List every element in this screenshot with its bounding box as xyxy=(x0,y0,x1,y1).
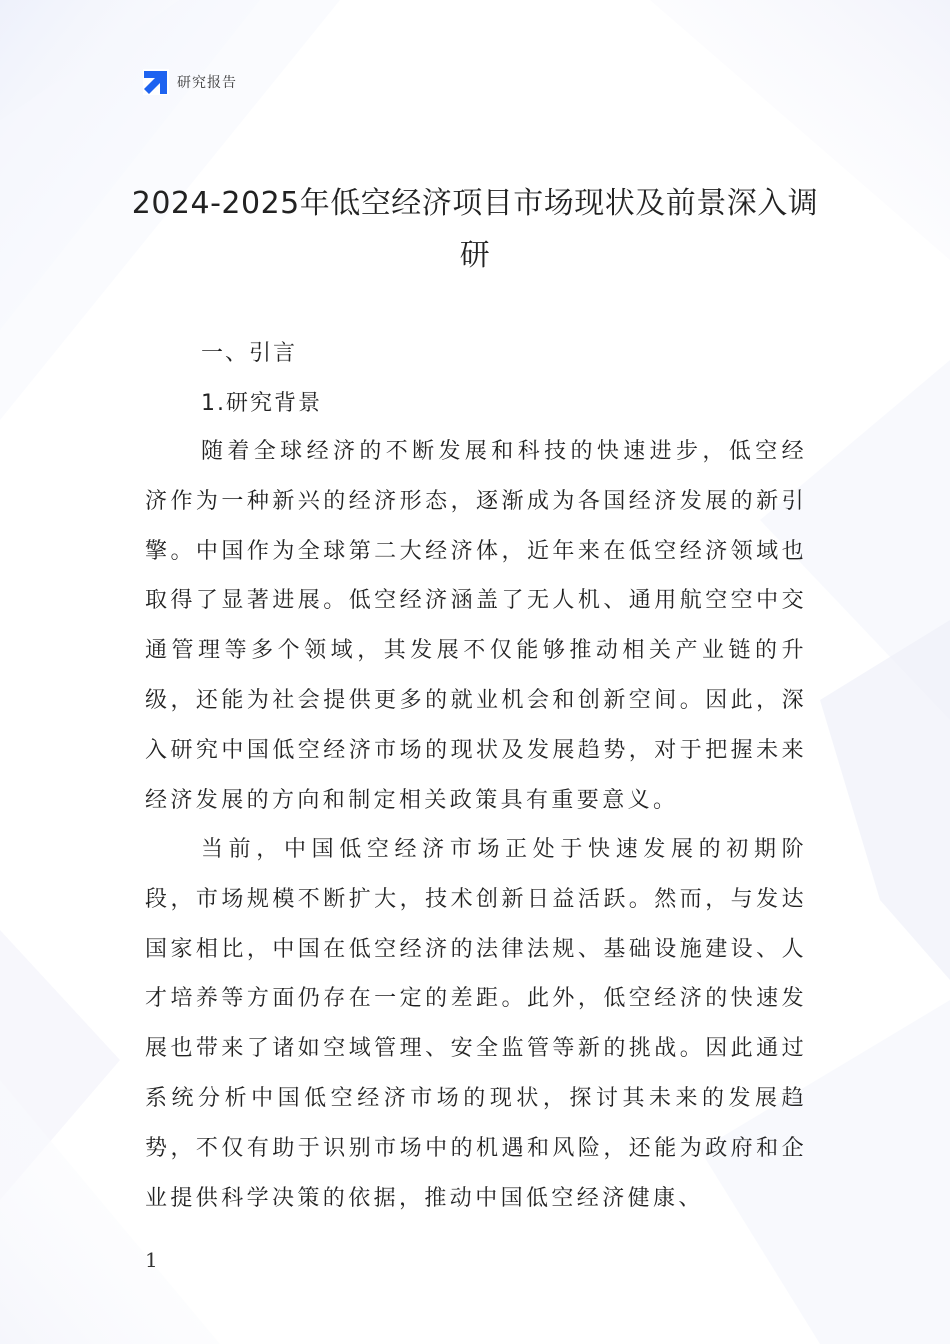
page-number: 1 xyxy=(145,1248,158,1272)
subsection-heading: 1.研究背景 xyxy=(201,391,322,416)
report-header xyxy=(143,68,237,96)
arrow-up-right-icon xyxy=(143,69,169,95)
section-heading: 一、引言 xyxy=(201,341,298,366)
paragraph: 随着全球经济的不断发展和科技的快速进步，低空经济作为一种新兴的经济形态，逐渐成为各国经济发展的新引擎。中国作为全球第二大经济体，近年来在低空经济领域也取得了显著进展。低空经济涵盖了无人机、通用航空空中交通管理等多个领域，其发展不仅能够推动相关产业链的升级，还能为社会提供更多的就业机会和创新空间。因此，深入研究中国低空经济市场的现状及发展趋势，对于把握未来经济发展的方向和制定相关政策具有重要意义。 xyxy=(145,439,807,813)
document-title: 2024-2025年低空经济项目市场现状及前景深入调研 xyxy=(131,186,819,273)
header-label: 研究报告 xyxy=(177,75,237,91)
paragraph: 当前，中国低空经济市场正处于快速发展的初期阶段，市场规模不断扩大，技术创新日益活跃。然而，与发达国家相比，中国在低空经济的法律法规、基础设施建设、人才培养等方面仍存在一定的差距。此外，低空经济的快速发展也带来了诸如空域管理、安全监管等新的挑战。因此通过系统分析中国低空经济市场的现状，探讨其未来的发展趋势，不仅有助于识别市场中的机遇和风险，还能为政府和企业提供科学决策的依据，推动中国低空经济健康、 xyxy=(145,837,807,1211)
